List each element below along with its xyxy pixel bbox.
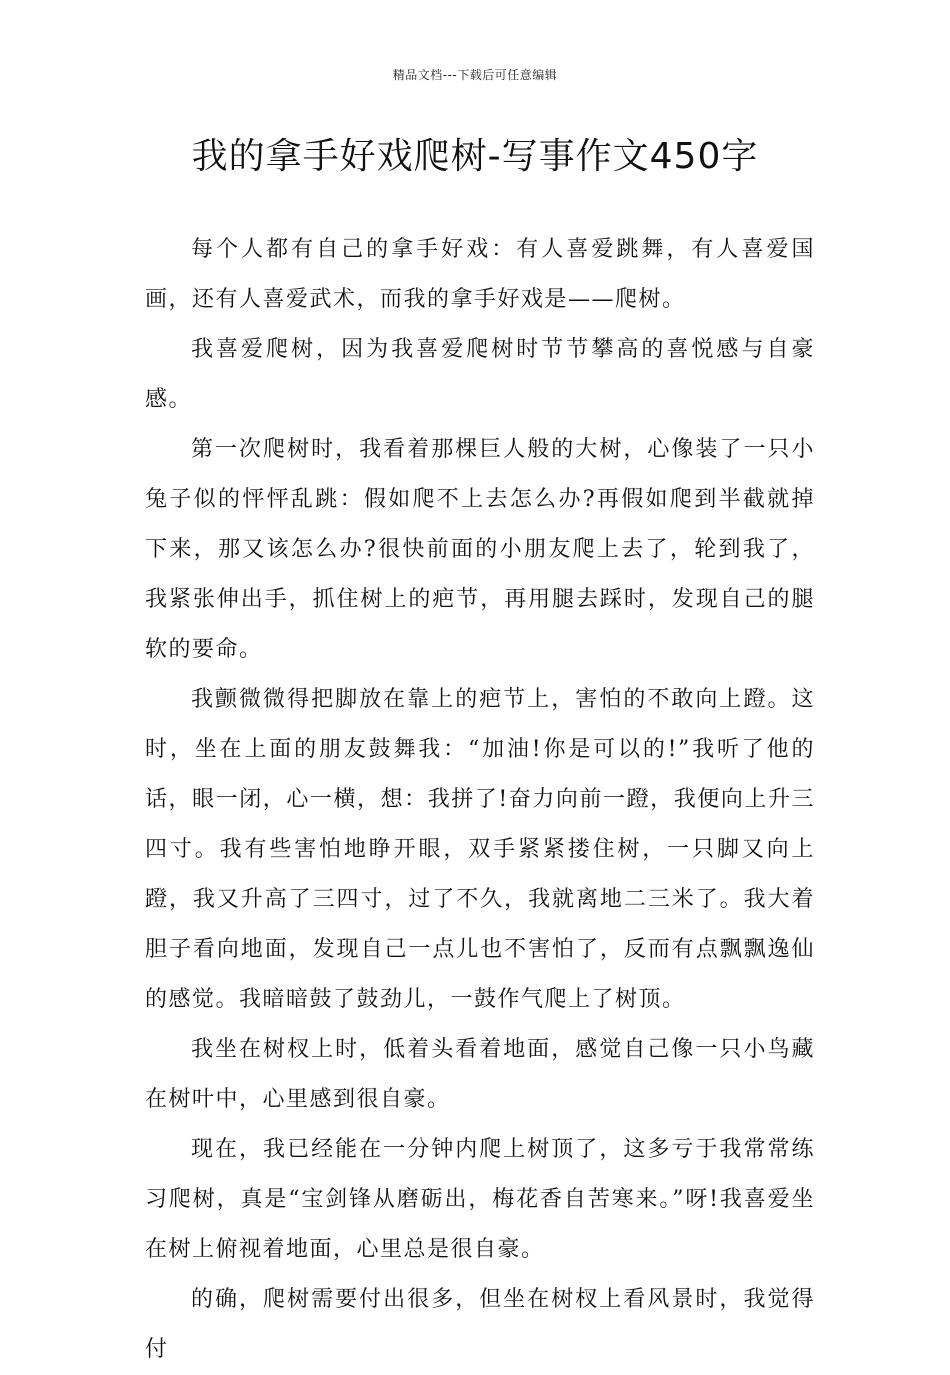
- paragraph-3: 第一次爬树时，我看着那棵巨人般的大树，心像装了一只小兔子似的怦怦乱跳：假如爬不上去怎么办?再假如爬到半截就掉下来，那又该怎么办?很快前面的小朋友爬上去了，轮到我了，我紧张伸出手，抓住树上的疤节，再用腿去踩时，发现自己的腿软的要命。: [145, 437, 815, 662]
- paragraph-2: 我喜爱爬树，因为我喜爱爬树时节节攀高的喜悦感与自豪感。: [145, 337, 815, 412]
- essay-body: [145, 225, 815, 1375]
- paragraph-7: 的确，爬树需要付出很多，但坐在树杈上看风景时，我觉得付: [145, 1287, 815, 1362]
- paragraph-6: 现在，我已经能在一分钟内爬上树顶了，这多亏于我常常练习爬树，真是“宝剑锋从磨砺出，梅花香自苦寒来。”呀!我喜爱坐在树上俯视着地面，心里总是很自豪。: [145, 1137, 815, 1262]
- paragraph-4: 我颤微微得把脚放在靠上的疤节上，害怕的不敢向上蹬。这时，坐在上面的朋友鼓舞我：“加油!你是可以的!”我听了他的话，眼一闭，心一横，想：我拼了!奋力向前一蹬，我便向上升三四寸。我有些害怕地睁开眼，双手紧紧搂住树，一只脚又向上蹬，我又升高了三四寸，过了不久，我就离地二三米了。我大着胆子看向地面，发现自己一点儿也不害怕了，反而有点飘飘逸仙的感觉。我暗暗鼓了鼓劲儿，一鼓作气爬上了树顶。: [145, 687, 815, 1012]
- header-note: 精品文档---下载后可任意编辑: [392, 68, 558, 82]
- paragraph-1: 每个人都有自己的拿手好戏：有人喜爱跳舞，有人喜爱国画，还有人喜爱武术，而我的拿手好戏是——爬树。: [145, 237, 815, 312]
- page-title: 我的拿手好戏爬树-写事作文450字: [191, 136, 759, 177]
- paragraph-5: 我坐在树杈上时，低着头看着地面，感觉自己像一只小鸟藏在树叶中，心里感到很自豪。: [145, 1037, 815, 1112]
